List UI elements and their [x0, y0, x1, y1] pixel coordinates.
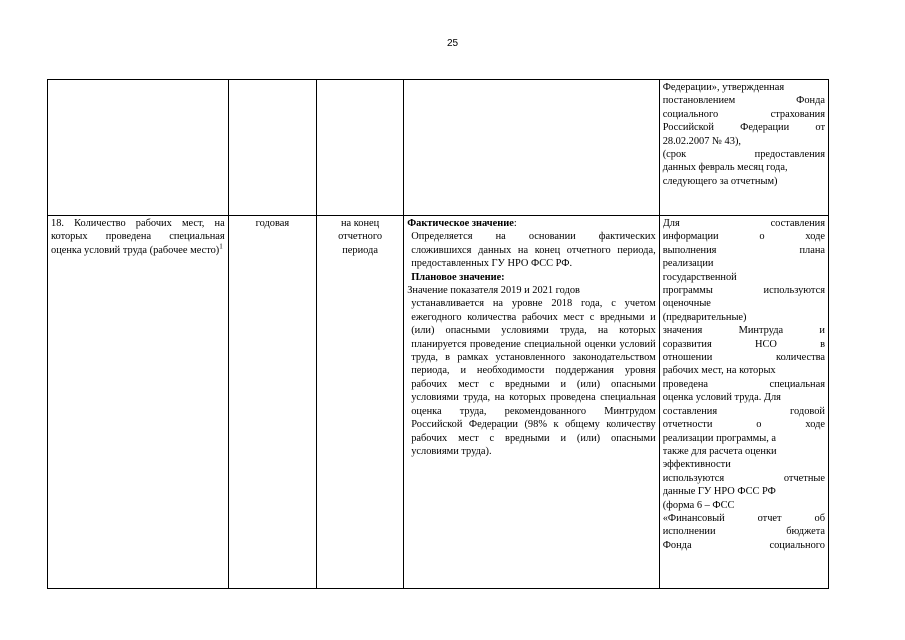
text-line: отчетности о ходе	[662, 419, 825, 431]
text-line: проведена специальная	[662, 378, 825, 390]
plan-value-text: устанавливается на уровне 2018 года, с учетом ежегодного количества рабочих мест с вредными и (или) опасными условиями труда, на которых планируется проведение специальной оценки условий труда, в рамках установленного законодательством периода, и необходимости поддержания уровня рабочих мест с вредными и (или) опасными условиями труда, на которых проведена специальная оценка труда, рекомендованного Минтрудом Российской Федерации (98% к общему количеству рабочих мест с вредными и (или) опасными условиями труда).	[411, 298, 656, 457]
actual-value-heading: Фактическое значение	[407, 218, 514, 229]
actual-value-text: Определяется на основании фактических сложившихся данных на конец отчетного периода, предоставленных ГУ НРО ФСС РФ.	[411, 231, 656, 270]
text-line: выполнения плана	[662, 244, 825, 256]
time-point-cell	[316, 216, 403, 589]
text-line: (предварительные)	[662, 311, 747, 323]
text-line: Российской Федерации от	[662, 122, 825, 134]
text-line: Для составления	[662, 218, 825, 229]
source-cell-continued	[659, 80, 828, 216]
text-line: исполнении бюджета	[662, 526, 825, 538]
page-number: 25	[446, 38, 459, 49]
text-line: отношении количества	[662, 352, 825, 364]
text-line: оценочные	[662, 298, 711, 310]
text-line: постановлением Фонда	[662, 95, 825, 107]
plan-value-heading: Плановое значение:	[411, 271, 505, 283]
text-line: соразвития НСО в	[662, 338, 825, 350]
text-line: социального страхования	[662, 108, 825, 120]
method-cell	[404, 216, 659, 589]
text-line: используются отчетные	[662, 472, 825, 484]
table-row-continued	[48, 80, 829, 216]
text-line: составления годовой	[662, 405, 825, 417]
text-line: также для расчета оценки	[662, 445, 777, 457]
text-line: Федерации», утвержденная	[662, 82, 785, 93]
text-line: Фонда социального	[662, 539, 825, 551]
text-line: рабочих мест, на которых	[662, 365, 776, 377]
periodicity-cell	[228, 216, 316, 589]
text-line: (форма 6 – ФСС	[662, 499, 735, 511]
periodicity-text: годовая	[255, 218, 290, 229]
text-line: информации о ходе	[662, 231, 825, 243]
text-line: оценка условий труда. Для	[662, 392, 781, 404]
text-line: 28.02.2007 № 43),	[662, 135, 742, 147]
plan-value-line: Значение показателя 2019 и 2021 годов	[407, 285, 580, 297]
actual-value-block	[407, 217, 655, 230]
text-line: (срок предоставления	[662, 149, 825, 161]
indicator-cell-empty	[48, 80, 229, 216]
indicator-text: 18. Количество рабочих мест, на которых проведена специальная оценка условий труда (рабочее место)	[51, 218, 225, 256]
indicators-table	[47, 79, 829, 589]
table-row-18	[48, 216, 829, 589]
footnote-mark: 1	[219, 242, 223, 251]
indicator-cell	[48, 216, 229, 589]
text-line: реализации	[662, 258, 714, 270]
text-line: следующего за отчетным)	[662, 175, 778, 187]
periodicity-cell-empty	[228, 80, 316, 216]
text-line: эффективности	[662, 459, 731, 471]
text-line: государственной	[662, 271, 737, 283]
text-line: значения Минтруда и	[662, 325, 825, 337]
time-point-text: на конец отчетного периода	[338, 218, 383, 256]
source-cell	[659, 216, 828, 589]
time-point-cell-empty	[316, 80, 403, 216]
text-line: «Финансовый отчет об	[662, 512, 825, 524]
text-line: данные ГУ НРО ФСС РФ	[662, 486, 776, 498]
text-line: программы используются	[662, 285, 825, 297]
actual-value-colon: :	[513, 218, 517, 229]
text-line: данных февраль месяц года,	[662, 162, 788, 174]
method-cell-empty	[404, 80, 659, 216]
text-line: реализации программы, а	[662, 432, 777, 444]
